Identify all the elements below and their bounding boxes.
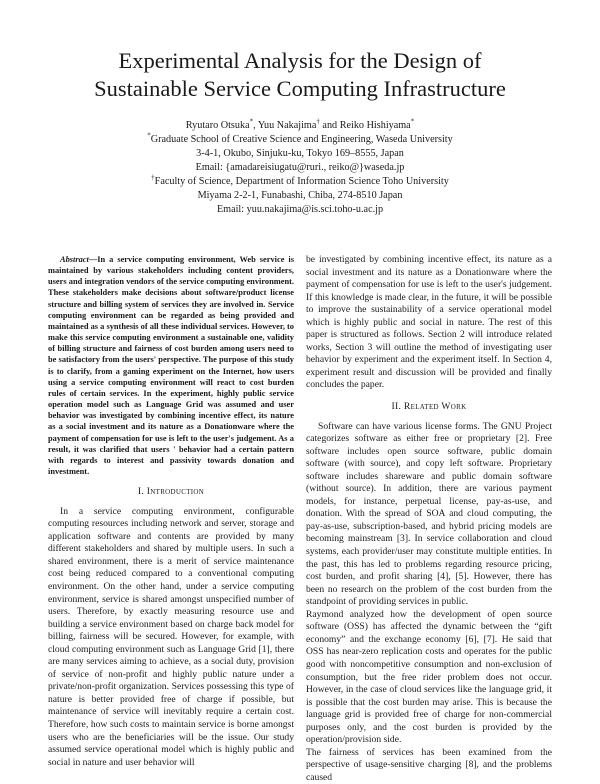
affiliation-mark: * — [249, 117, 254, 126]
affiliation-mark: † — [316, 117, 320, 126]
affiliation-mark: † — [151, 173, 155, 182]
abstract-text: —In a service computing environment, Web service is maintained by various stakeholders including content providers, users and integration vendors of the service computing environment. These stakeholders make decisions about software/product license structure and billing system of services they are involved in. Service computing environment can be regarded as being provided and maintained as a synthesis of all these individual services. However, to make this service computing environment a sustainable one, validity of billing structure and fairness of cost burden among users need to be satisfactory from the users' perspective. The purpose of this study is to clarify, from a gaming experiment on the Internet, how users using a service computing environment will react to cost burden rules of certain services. In the experiment, highly public service operation model such as Language Grid was assumed and user behavior was investigated by combining incentive effect, its nature as a social investment and its nature as a Donationware where the payment of compensation for use is left to the user's judgement. As a result, it was clarified that users ' behavior had a certain pattern with regards to interest and passivity towards donation and investment. — [48, 255, 294, 476]
paragraph: The fairness of services has been examined from the perspective of usage-sensitive charging [8], and the problems caused — [306, 746, 552, 783]
affiliation-line: Miyama 2-2-1, Funabashi, Chiba, 274-8510 Japan — [197, 190, 403, 201]
affiliation-line: †Faculty of Science, Department of Information Science Toho University — [151, 173, 449, 187]
author-names: Ryutaro Otsuka*, Yuu Nakajima† and Reiko Hishiyama* — [185, 117, 415, 131]
author-name: Reiko Hishiyama — [339, 120, 411, 131]
section-heading-introduction: I. Introduction — [137, 486, 205, 498]
email-line: Email: {amadareisiugatu@ruri., reiko@}waseda.jp — [195, 162, 405, 173]
left-column — [48, 254, 294, 769]
abstract — [48, 254, 294, 477]
paper-title-line-2: Sustainable Service Computing Infrastructure — [94, 76, 506, 101]
affiliation-line: *Graduate School of Creative Science and Engineering, Waseda University — [147, 131, 453, 145]
section-heading-related-work: II. Related Work — [391, 401, 467, 413]
author-block — [60, 119, 540, 217]
affiliation-mark: * — [410, 117, 415, 126]
affiliation-line: 3-4-1, Okubo, Sinjuku-ku, Tokyo 169–8555, Japan — [196, 148, 404, 159]
paper-title-line-1: Experimental Analysis for the Design of — [118, 48, 482, 73]
email-line: Email: yuu.nakajima@is.sci.toho-u.ac.jp — [216, 204, 384, 215]
paragraph: Raymond analyzed how the development of open source software (OSS) has affected the dynamic between the “gift economy” and the exchange economy [6], [7]. He said that OSS has near-zero replication costs and operates for the public good with noncompetitive consumption and non-exclusion of consumption, but the free rider problem does not occur. However, in the case of cloud services like the language grid, it is possible that the cost burden may arise. This is because the language grid is provided free of charge for non-commercial purposes only, and the cost burden is provided by the operation/provision side. — [306, 608, 552, 746]
abstract-label: Abstract — [60, 255, 89, 264]
right-column — [306, 254, 552, 784]
author-name: Ryutaro Otsuka — [185, 120, 250, 131]
paragraph: be investigated by combining incentive effect, its nature as a social investment and its nature as a Donationware where the payment of compensation for use is left to the user's judgement. If this knowledge is made clear, in the future, it will be possible to improve the sustainability of a service operational model which is highly public and social in nature. The rest of this paper is structured as follows. Section 2 will introduce related works, Section 3 will outline the method of investigating user behavior by experiment and the experiment itself. In Section 4, experiment result and discussion will be provided and finally concludes the paper. — [306, 254, 552, 391]
author-name: Yuu Nakajima — [257, 120, 317, 131]
affiliation-mark: * — [147, 131, 151, 140]
paragraph: Software can have various license forms. The GNU Project categorizes software as either free or proprietary [2]. Free software includes open source software, public domain software (with source), and copy left software. Proprietary software includes shareware and public domain software (without source). In addition, there are various payment models, for instance, perpetual license, pay-as-use, and donation. With the spread of SOA and cloud computing, the pay-as-use, subscription-based, and hybrid pricing models are becoming mainstream [3]. In service collaboration and cloud systems, each provider/user may constitute multiple entities. In the past, this has led to problems regarding resource pricing, cost burden, and profit sharing [4], [5]. However, there has been no research on the problem of the cost burden from the standpoint of providing services in public. — [306, 420, 552, 608]
paragraph: In a service computing environment, configurable computing resources including network and server, storage and application software and contents are provided by many different stakeholders and shared by multiple users. In such a shared environment, there is a merit of service maintenance cost being reduced compared to a conventional computing environment. On the other hand, under a service computing environment, service is shared amongst unspecified number of users. Therefore, by exactly measuring resource use and building a service environment based on charge back model for billing, fairness will be secured. However, for example, with cloud computing environment such as Language Grid [1], there are many services aiming to achieve, as a social duty, provision of service of non-profit and highly public nature under a private/non-profit organization. Services possessing this type of nature is better provided free of charge if possible, but maintenance of service will inevitably require a certain cost. Therefore, how such costs to maintain service is borne amongst users who are the beneficiaries will be the issue. Our study assumed service operational model which is highly public and social in nature and user behavior will — [48, 505, 294, 768]
